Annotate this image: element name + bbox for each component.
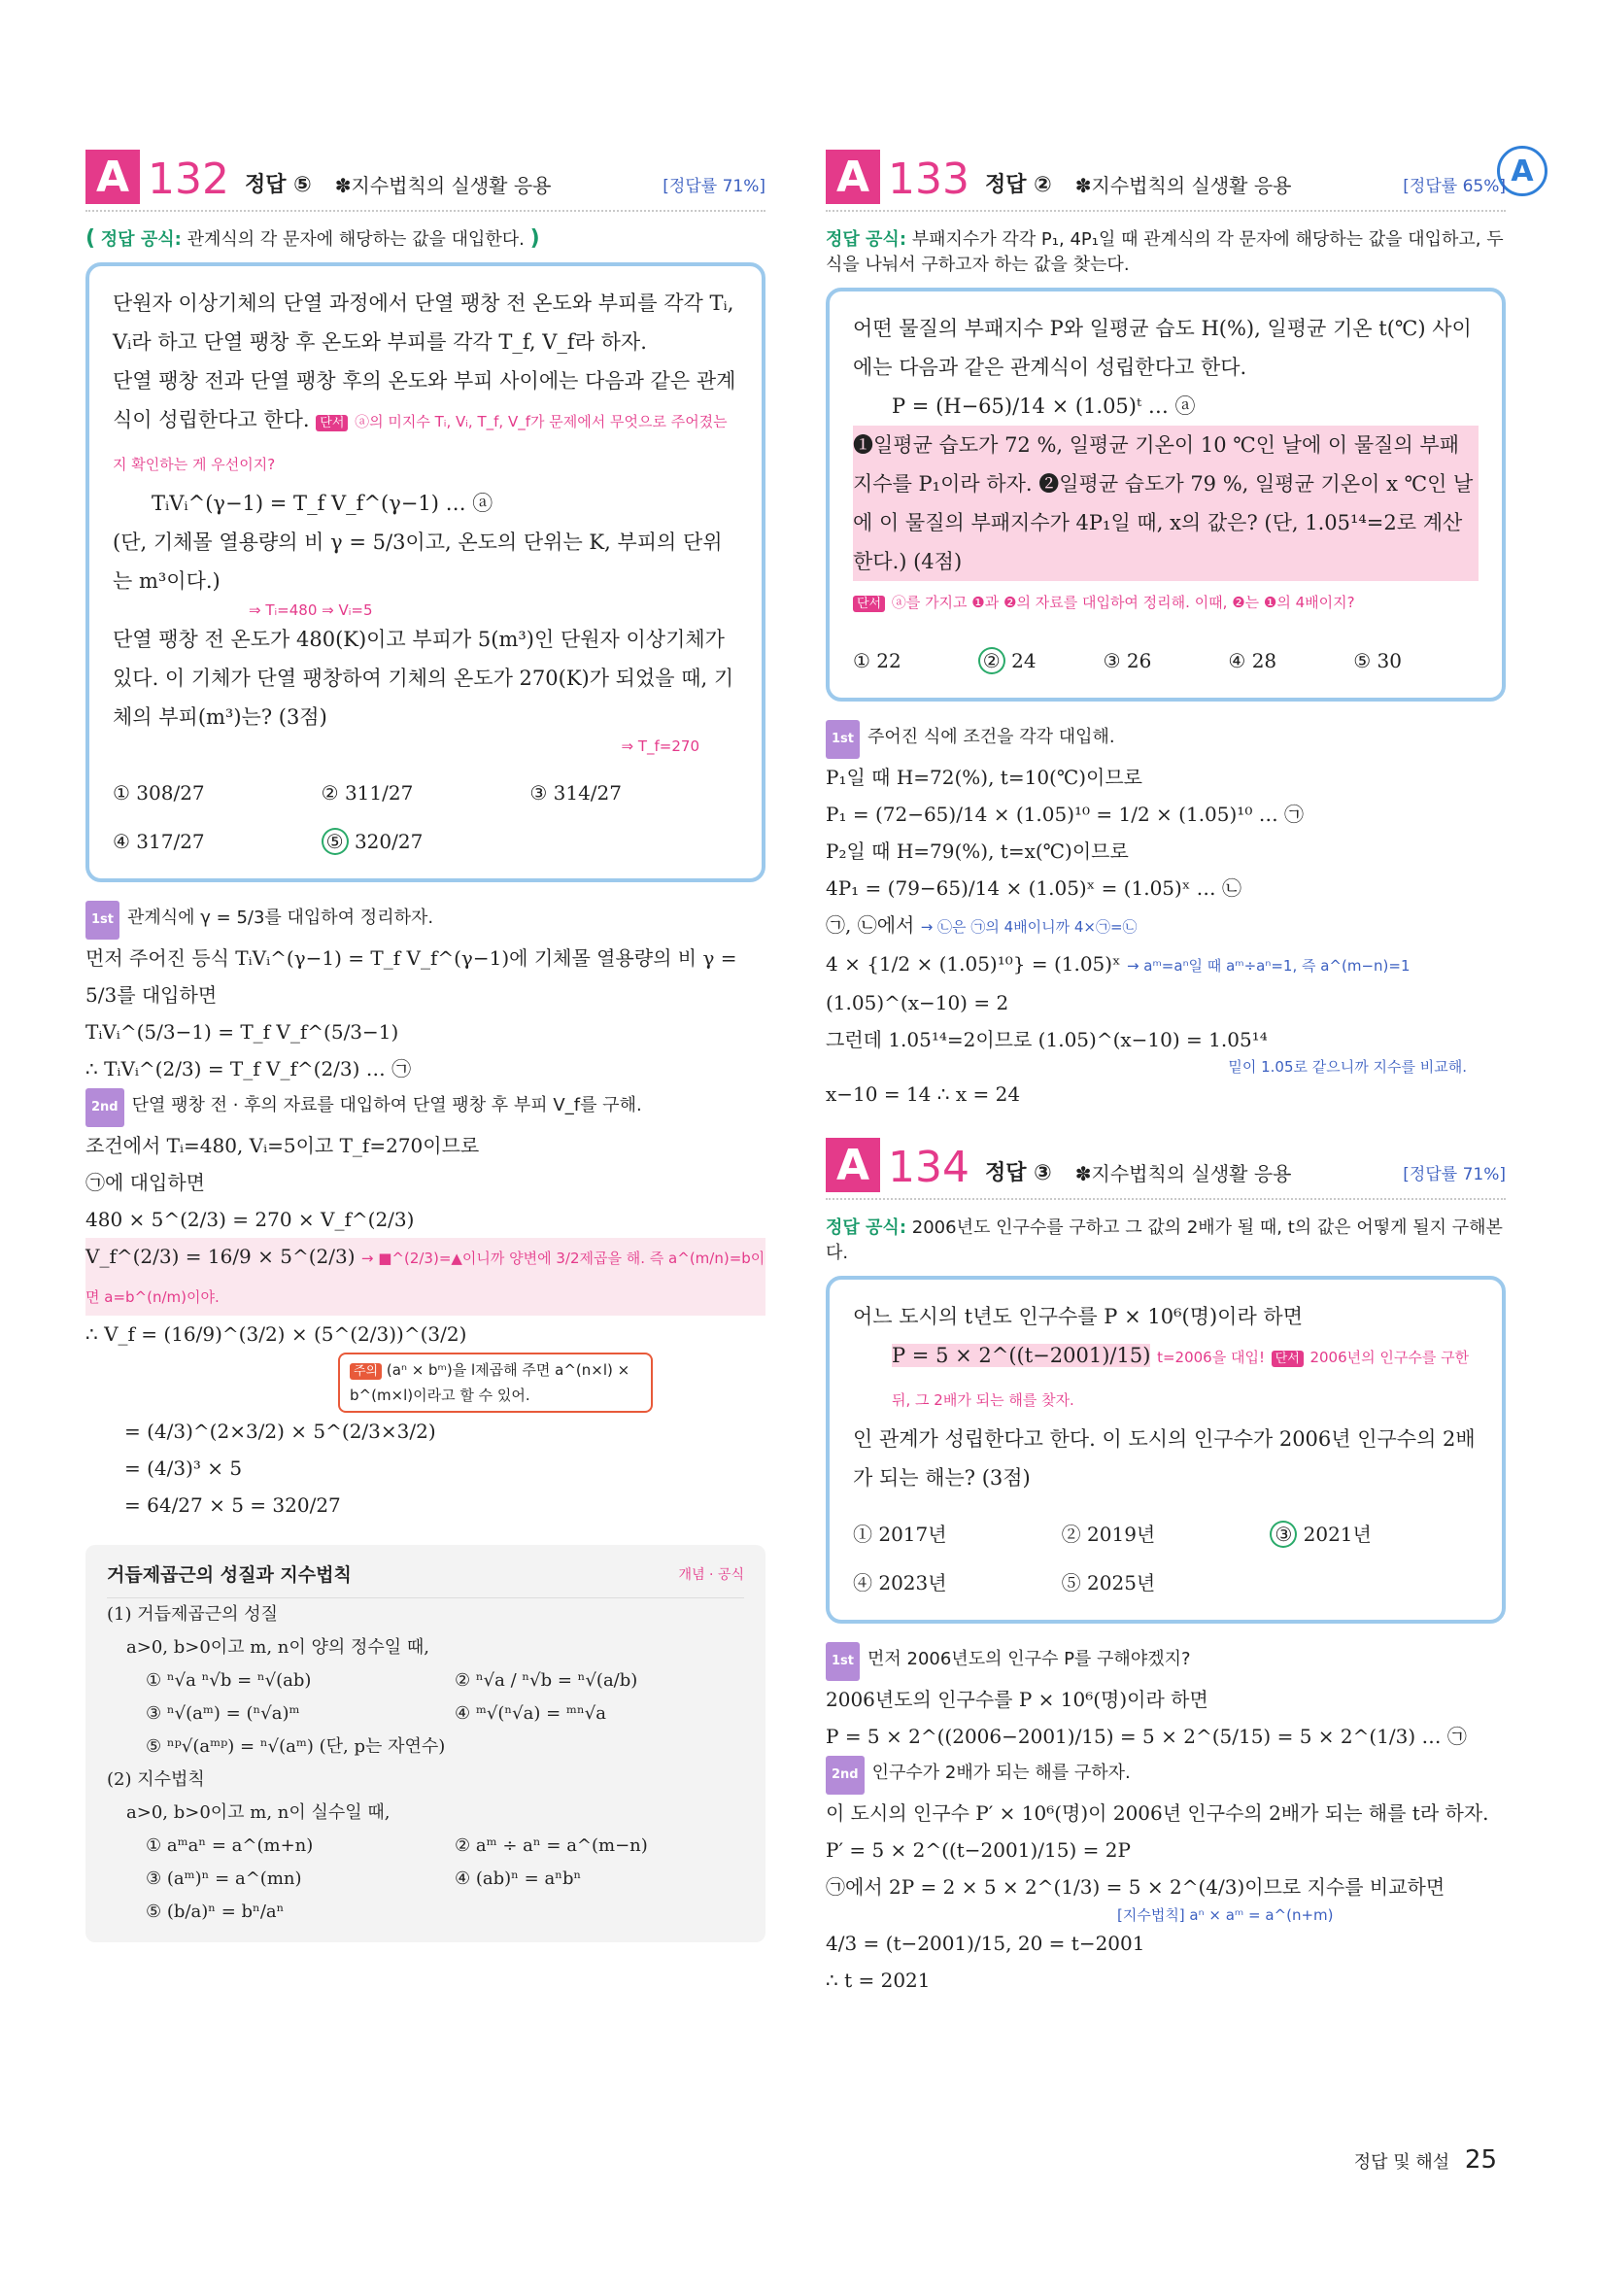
step-1: 1st 주어진 식에 조건을 각각 대입해. <box>826 719 1506 759</box>
correct-rate: [정답률 71%] <box>663 177 765 196</box>
formula-text: 2006년도 인구수를 구하고 그 값의 2배가 될 때, t의 값은 어떻게 될지 구해본다. <box>826 1217 1503 1263</box>
question-text: 단열 팽창 전 온도가 480(K)이고 부피가 5(m³)인 단원자 이상기체가 있다. 이 기체가 단열 팽창하여 기체의 온도가 270(K)가 되었을 때, 기체의 부피(m³)는? (3점) <box>113 628 734 729</box>
relation-formula: P = 5 × 2^((t−2001)/15) t=2006을 대입! 단서 2006년의 인구수를 구한 뒤, 그 2배가 되는 해를 찾자. <box>892 1344 1470 1409</box>
problem-number: 134 <box>888 1143 969 1192</box>
answer-label: 정답 ③ <box>984 1161 1052 1185</box>
solution-line: (1.05)^(x−10) = 2 <box>826 991 1009 1014</box>
clue-note: ⓐ의 미지수 Tᵢ, Vᵢ, T_f, V_f가 문제에서 무엇으로 주어졌는지 확인하는 게 우선이지? <box>113 413 728 473</box>
step-1: 1st 관계식에 γ = 5/3를 대입하여 정리하자. <box>85 900 765 940</box>
solution-133 <box>826 719 1506 1113</box>
caution-box: 주의 (aⁿ × bᵐ)을 l제곱해 주면 a^(n×l) × b^(m×l)이라고 할 수 있어. <box>338 1353 653 1413</box>
correct-rate: [정답률 65%] <box>1403 177 1506 196</box>
section-a-icon: A <box>1497 146 1547 196</box>
answer-formula <box>826 1214 1506 1264</box>
property-item: ② ⁿ√a / ⁿ√b = ⁿ√(a/b) <box>455 1670 638 1691</box>
formula-label: 정답 공식: <box>826 229 907 250</box>
hint-note: ⇒ Tᵢ=480 ⇒ Vᵢ=5 <box>249 601 373 619</box>
solution-line: ∴ TᵢVᵢ^(2/3) = T_f V_f^(2/3) … ㉠ <box>85 1057 412 1080</box>
solution-line: P = 5 × 2^((2006−2001)/15) = 5 × 2^(5/15) = 5 × 2^(1/3) … ㉠ <box>826 1725 1467 1748</box>
formula-label: 정답 공식: <box>100 229 182 250</box>
left-column <box>85 146 765 1942</box>
choice-5[interactable]: ⑤ 30 <box>1353 649 1402 672</box>
choice-4[interactable]: ④ 317/27 <box>113 830 205 853</box>
topic-label: ✽지수법칙의 실생활 응용 <box>1074 174 1292 197</box>
concept-section-title: (1) 거듭제곱근의 성질 <box>107 1604 279 1625</box>
concept-condition: a>0, b>0이고 m, n이 실수일 때, <box>126 1802 391 1823</box>
concept-condition: a>0, b>0이고 m, n이 양의 정수일 때, <box>126 1637 429 1658</box>
solution-line: P′ = 5 × 2^((t−2001)/15) = 2P <box>826 1838 1131 1862</box>
property-item: ⑤ (b/a)ⁿ = bⁿ/aⁿ <box>146 1902 285 1922</box>
property-item: ④ ᵐ√(ⁿ√a) = ᵐⁿ√a <box>455 1703 606 1724</box>
problem-number: 132 <box>148 154 229 204</box>
answer-label: 정답 ② <box>984 173 1052 197</box>
solution-line: P₁일 때 H=72(%), t=10(℃)이므로 <box>826 766 1142 789</box>
answer-choices <box>853 641 1479 680</box>
solution-line: = 64/27 × 5 = 320/27 <box>124 1493 341 1517</box>
topic-label: ✽지수법칙의 실생활 응용 <box>334 174 552 197</box>
choice-4[interactable]: ④ 28 <box>1228 649 1277 672</box>
solution-line: 480 × 5^(2/3) = 270 × V_f^(2/3) <box>85 1208 415 1231</box>
solution-134 <box>826 1641 1506 1999</box>
question-box <box>85 262 765 882</box>
clue-note: ⓐ를 가지고 ❶과 ❷의 자료를 대입하여 정리해. 이때, ❷는 ❶의 4배이지? <box>891 594 1355 611</box>
problem-letter-badge: A <box>826 150 880 204</box>
question-condition: (단, 기체몰 열용량의 비 γ = 5/3이고, 온도의 단위는 K, 부피의 단위는 m³이다.) <box>113 531 723 593</box>
choice-1[interactable]: ① 22 <box>853 649 901 672</box>
solution-line: TᵢVᵢ^(5/3−1) = T_f V_f^(5/3−1) <box>85 1020 399 1044</box>
property-item: ① ⁿ√a ⁿ√b = ⁿ√(ab) <box>146 1670 312 1691</box>
choice-5[interactable]: ⑤ 2025년 <box>1061 1571 1156 1594</box>
solution-line: ㉠에 대입하면 <box>85 1171 205 1194</box>
answer-formula <box>826 225 1506 276</box>
solution-line: 이 도시의 인구수 P′ × 10⁶(명)이 2006년 인구수의 2배가 되는 해를 t라 하자. <box>826 1801 1489 1825</box>
solution-line: ㉠에서 2P = 2 × 5 × 2^(1/3) = 5 × 2^(4/3)이므로 지수를 비교하면 <box>826 1875 1445 1899</box>
formula-text: 관계식의 각 문자에 해당하는 값을 대입한다. <box>187 229 525 250</box>
problem-letter-badge: A <box>85 150 140 204</box>
solution-note: 밑이 1.05로 같으니까 지수를 비교해. <box>1228 1058 1467 1076</box>
solution-line: V_f^(2/3) = 16/9 × 5^(2/3) → ■^(2/3)=▲이니까 양변에 3/2제곱을 해. 즉 a^(m/n)=b이면 a=b^(n/m)이야. <box>85 1238 765 1316</box>
solution-line: = (4/3)^(2×3/2) × 5^(2/3×3/2) <box>124 1420 436 1443</box>
concept-category: 개념 · 공식 <box>678 1567 744 1583</box>
solution-line: 그런데 1.05¹⁴=2이므로 (1.05)^(x−10) = 1.05¹⁴ <box>826 1028 1268 1051</box>
page-number: 25 <box>1464 2145 1497 2175</box>
solution-line: 4P₁ = (79−65)/14 × (1.05)ˣ = (1.05)ˣ … ㉡ <box>826 876 1242 900</box>
question-box <box>826 288 1506 702</box>
clue <box>853 581 1479 624</box>
property-item: ⑤ ⁿᵖ√(aᵐᵖ) = ⁿ√(aᵐ) (단, p는 자연수) <box>146 1736 446 1757</box>
question-text: 단원자 이상기체의 단열 과정에서 단열 팽창 전 온도와 부피를 각각 Tᵢ, Vᵢ라 하고 단열 팽창 후 온도와 부피를 각각 T_f, V_f라 하자. <box>113 291 734 354</box>
choice-5-correct[interactable]: ⑤ 320/27 <box>322 822 530 861</box>
problem-134-header <box>826 1134 1506 1200</box>
property-item: ① aᵐaⁿ = a^(m+n) <box>146 1835 314 1856</box>
property-item: ② aᵐ ÷ aⁿ = a^(m−n) <box>455 1835 648 1856</box>
solution-132 <box>85 900 765 1524</box>
solution-line: 4/3 = (t−2001)/15, 20 = t−2001 <box>826 1932 1145 1955</box>
solution-line: x−10 = 14 ∴ x = 24 <box>826 1082 1021 1106</box>
choice-3-correct[interactable]: ③ 2021년 <box>1270 1515 1479 1554</box>
concept-header <box>107 1559 744 1598</box>
clue-tag: 단서 <box>316 415 348 431</box>
solution-line: ㉠, ㉡에서 → ㉡은 ㉠의 4배이니까 4×㉠=㉡ <box>826 913 1138 937</box>
problem-133-header <box>826 146 1506 212</box>
property-item: ③ ⁿ√(aᵐ) = (ⁿ√a)ᵐ <box>146 1703 300 1724</box>
question-text: ❶일평균 습도가 72 %, 일평균 기온이 10 ℃인 날에 이 물질의 부패지수를 P₁이라 하자. ❷일평균 습도가 79 %, 일평균 기온이 x ℃인 날에 이 물질의 부패지수가 4P₁일 때, x의 값은? (단, 1.05¹⁴=2로 계산한다.) (4점) <box>853 426 1479 581</box>
solution-line: = (4/3)³ × 5 <box>124 1456 243 1480</box>
solution-line: ∴ V_f = (16/9)^(3/2) × (5^(2/3))^(3/2) <box>85 1322 467 1346</box>
question-text: 어떤 물질의 부패지수 P와 일평균 습도 H(%), 일평균 기온 t(℃) 사이에는 다음과 같은 관계식이 성립한다고 한다. <box>853 317 1472 379</box>
step-1: 1st 먼저 2006년도의 인구수 P를 구해야겠지? <box>826 1641 1506 1681</box>
relation-formula: P = (H−65)/14 × (1.05)ᵗ … ⓐ <box>892 394 1196 418</box>
page-footer <box>1354 2145 1497 2175</box>
choice-3[interactable]: ③ 26 <box>1103 649 1152 672</box>
concept-properties <box>107 1830 744 1896</box>
choice-2[interactable]: ② 311/27 <box>321 781 414 805</box>
question-box <box>826 1276 1506 1624</box>
answer-formula: ( 정답 공식: 관계식의 각 문자에 해당하는 값을 대입한다. ) <box>85 226 540 251</box>
relation-formula: TᵢVᵢ^(γ−1) = T_f V_f^(γ−1) … ⓐ <box>152 492 493 515</box>
step-2: 2nd 인구수가 2배가 되는 해를 구하자. <box>826 1755 1506 1795</box>
answer-choices <box>853 1515 1479 1602</box>
concept-box <box>85 1545 765 1942</box>
question-text: 인 관계가 성립한다고 한다. 이 도시의 인구수가 2006년 인구수의 2배가 되는 해는? (3점) <box>853 1427 1476 1490</box>
problem-letter-badge: A <box>826 1138 880 1192</box>
clue-tag: 단서 <box>853 596 885 612</box>
answer-label: 정답 ⑤ <box>244 173 312 197</box>
solution-line: 2006년도의 인구수를 P × 10⁶(명)이라 하면 <box>826 1688 1208 1711</box>
solution-line: 4 × {1/2 × (1.05)¹⁰} = (1.05)ˣ → aᵐ=aⁿ일 때 aᵐ÷aⁿ=1, 즉 a^(m−n)=1 <box>826 952 1411 976</box>
solution-line: 먼저 주어진 등식 TᵢVᵢ^(γ−1) = T_f V_f^(γ−1)에 기체몰 열용량의 비 γ = 5/3를 대입하면 <box>85 946 737 1007</box>
solution-line: ∴ t = 2021 <box>826 1969 931 1992</box>
solution-note: [지수법칙] aⁿ × aᵐ = a^(n+m) <box>1117 1906 1334 1924</box>
clue-tag: 단서 <box>1272 1351 1304 1367</box>
right-column <box>826 146 1506 1999</box>
choice-1[interactable]: ① 2017년 <box>853 1523 947 1546</box>
choice-2-correct[interactable]: ② 24 <box>978 641 1104 680</box>
choice-1[interactable]: ① 308/27 <box>113 781 205 805</box>
question-text: 단열 팽창 전과 단열 팽창 후의 온도와 부피 사이에는 다음과 같은 관계식이 성립한다고 한다. 단서 ⓐ의 미지수 Tᵢ, Vᵢ, T_f, V_f가 문제에서 무엇으로 주어졌는지 확인하는 게 우선이지? <box>113 369 736 473</box>
concept-section-title: (2) 지수법칙 <box>107 1769 205 1790</box>
solution-line: 조건에서 Tᵢ=480, Vᵢ=5이고 T_f=270이므로 <box>85 1134 480 1157</box>
correct-rate: [정답률 71%] <box>1403 1165 1506 1184</box>
answer-choices <box>113 773 738 861</box>
formula-text: 부패지수가 각각 P₁, 4P₁일 때 관계식의 각 문자에 해당하는 값을 대입하고, 두 식을 나눠서 구하고자 하는 값을 찾는다. <box>826 229 1504 275</box>
solution-line: P₂일 때 H=79(%), t=x(℃)이므로 <box>826 840 1129 863</box>
footer-label: 정답 및 해설 <box>1353 2152 1450 2173</box>
question-text: 어느 도시의 t년도 인구수를 P × 10⁶(명)이라 하면 <box>853 1305 1303 1328</box>
choice-4[interactable]: ④ 2023년 <box>853 1571 947 1594</box>
property-item: ③ (aᵐ)ⁿ = a^(mn) <box>146 1868 302 1889</box>
step-2: 2nd 단열 팽창 전 · 후의 자료를 대입하여 단열 팽창 후 부피 V_f를 구해. <box>85 1087 765 1127</box>
choice-2[interactable]: ② 2019년 <box>1061 1523 1156 1546</box>
problem-number: 133 <box>888 154 969 204</box>
property-item: ④ (ab)ⁿ = aⁿbⁿ <box>455 1868 582 1889</box>
concept-properties <box>107 1664 744 1731</box>
clue-note: 2006년의 인구수를 구한 뒤, 그 2배가 되는 해를 찾자. <box>892 1349 1470 1409</box>
hint-note: t=2006을 대입! <box>1157 1349 1265 1366</box>
hint-note: ⇒ T_f=270 <box>621 737 699 755</box>
formula-label: 정답 공식: <box>826 1217 907 1238</box>
choice-3[interactable]: ③ 314/27 <box>529 781 622 805</box>
solution-line: P₁ = (72−65)/14 × (1.05)¹⁰ = 1/2 × (1.05)¹⁰ … ㉠ <box>826 803 1305 826</box>
concept-title: 거듭제곱근의 성질과 지수법칙 <box>107 1564 352 1586</box>
topic-label: ✽지수법칙의 실생활 응용 <box>1074 1162 1292 1185</box>
problem-132-header <box>85 146 765 212</box>
